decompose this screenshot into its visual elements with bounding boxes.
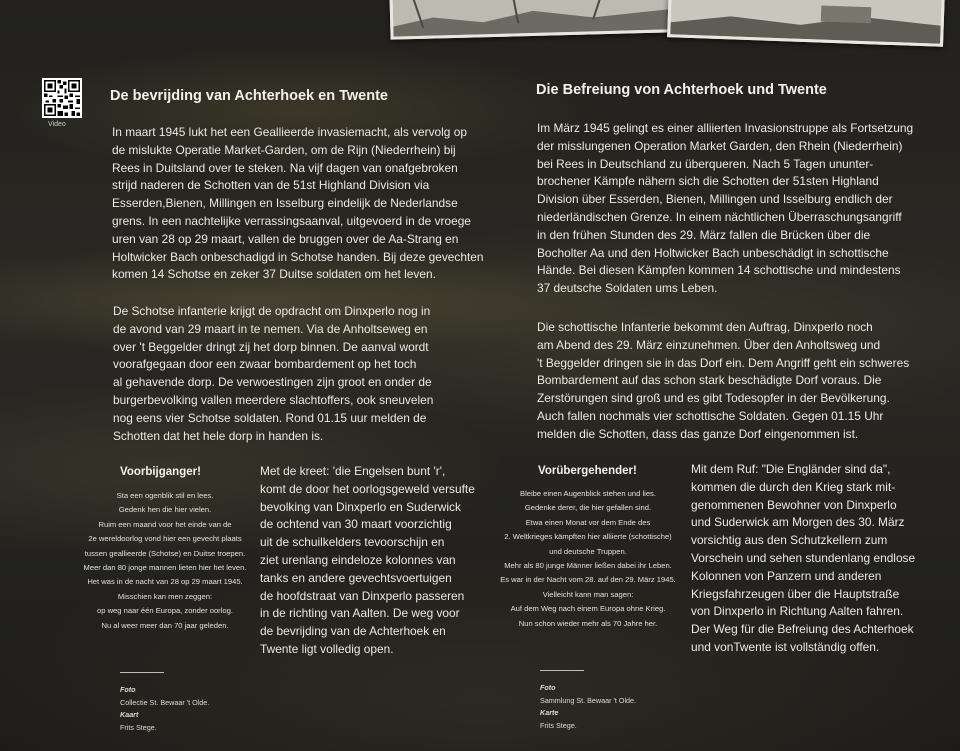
historic-photo-left (389, 0, 671, 40)
paragraph-german-1 (537, 120, 913, 298)
poem-line: Bleibe einen Augenblick stehen und lies. (520, 489, 656, 498)
poem-line: Gedenk hen die hier vielen. (118, 505, 212, 515)
poem-line: Misschien kan men zeggen: (117, 591, 213, 601)
text-line: bei Rees in Deutschland zu überqueren. Nach 5 Tagen ununter- (537, 156, 874, 171)
poem-german (488, 487, 688, 631)
text-line: Der Weg für die Befreiung des Achterhoek (691, 622, 914, 637)
poem-line: Es war in der Nacht vom 28. auf den 29. März 1945. (500, 575, 676, 585)
text-line: 't Beggelder dringen sie in das Dorf ein. Dem Angriff geht ein schweres (537, 355, 910, 370)
text-line: De Schotse infanterie krijgt de opdracht om Dinxperlo nog in (113, 304, 431, 318)
poem-line: und deutsche Truppen. (549, 546, 627, 556)
text-line: ziet urenlang eindeloze kolonnes van (260, 552, 456, 567)
text-line: Bocholter Aa und den Holtwicker Bach unbeschädigt in schottische (537, 245, 889, 260)
text-line: de ochtend van 30 maart voorzichtig (260, 517, 452, 532)
poem-line: 2. Weltkrieges kämpften hier alliierte (schottische) (504, 532, 672, 542)
text-line: genommenen Bewohner von Dinxperlo (691, 497, 897, 512)
credit-value: Collectie St. Bewaar 't Olde. (120, 697, 210, 707)
poem-line: 2e wereldoorlog vond hier een gevecht plaats (88, 534, 242, 544)
text-line: in den frühen Stunden des 29. März fallen die Brücken über die (537, 227, 871, 242)
qr-code-icon[interactable] (42, 78, 82, 118)
text-line: Auch fallen nochmals vier schottische Soldaten. Gegen 01.15 Uhr (537, 408, 884, 423)
poem-line: Sta een ogenblik stil en lees. (116, 491, 214, 500)
historic-photo-right (667, 0, 945, 47)
credit-label: Karte (540, 708, 559, 718)
credits-dutch (120, 684, 209, 734)
title-german: Die Befreiung von Achterhoek und Twente (536, 82, 827, 98)
text-line: uit de schuilkelders tevoorschijn en (260, 535, 445, 550)
text-line: al gehavende dorp. De verwoestingen zijn groot en onder de (113, 375, 432, 390)
text-line: melden die Schotten, dass das ganze Dorf eingenommen ist. (537, 426, 859, 441)
text-line: 37 deutsche Soldaten ums Leben. (537, 281, 718, 296)
poem-dutch (70, 489, 260, 633)
title-dutch: De bevrijding van Achterhoek en Twente (110, 88, 388, 104)
text-line: und Suderwick am Morgen des 30. März (691, 515, 905, 530)
credit-value: Frits Stege. (120, 722, 157, 732)
text-line: over 't Beggelder dringt zij het dorp binnen. De aanval wordt (113, 339, 429, 354)
poem-line: Vielleicht kann man sagen: (542, 589, 634, 599)
text-line: de bevrijding van de Achterhoek en (260, 624, 446, 639)
text-line: brochener Kämpfe nähern sich die Schotten der 51sten Highland (537, 174, 879, 189)
text-line: komt de door het oorlogsgeweld versufte (260, 481, 475, 496)
credit-value: Frits Stege. (540, 720, 577, 730)
credits-german (540, 682, 636, 732)
poem-line: Auf dem Weg nach einem Europa ohne Krieg. (510, 604, 666, 614)
text-line: in de richting van Aalten. De weg voor (260, 606, 460, 621)
qr-label: Video (48, 121, 66, 128)
text-line: Schotten dat het hele dorp in handen is. (113, 428, 324, 443)
poem-line: Mehr als 80 junge Männer ließen dabei ihr Leben. (504, 561, 672, 571)
paragraph-german-2 (537, 319, 909, 444)
text-line: niederländischen Grenze. In einem nächtlichen Überraschungsangriff (537, 209, 902, 224)
text-line: de mislukte Operatie Market-Garden, om de Rijn (Niederrhein) bij (112, 142, 456, 157)
text-line: strijd naderen de Schotten van de 51st Highland Division via (112, 178, 430, 193)
text-line: von Dinxperlo in Richtung Aalten fahren. (691, 604, 904, 619)
text-line: Esserden,Bienen, Millingen en Isselburg eindelijk de Nederlandse (112, 196, 458, 211)
text-line: tanks en andere gevechtsvoertuigen (260, 570, 452, 585)
credit-label: Foto (120, 685, 136, 694)
credits-divider-dutch (120, 672, 164, 673)
text-line: In maart 1945 lukt het een Geallieerde invasiemacht, als vervolg op (112, 125, 467, 139)
poem-line: Het was in de nacht van 28 op 29 maart 1945. (87, 577, 243, 587)
text-line: Kolonnen von Panzern und anderen (691, 568, 882, 583)
paragraph-dutch-1 (112, 124, 484, 284)
text-line: voorafgegaan door een zwaar bombardement op het toch (113, 357, 417, 372)
poem-line: Nu al weer meer dan 70 jaar geleden. (101, 620, 229, 630)
text-line: Zerstörungen sind groß und es gibt Todesopfer in der Bevölkerung. (537, 391, 890, 406)
text-line: kommen die durch den Krieg stark mit- (691, 479, 896, 494)
poem-line: op weg naar één Europa, zonder oorlog. (97, 606, 233, 616)
text-line: bevolking van Dinxperlo en Suderwick (260, 499, 461, 514)
text-line: de hoofdstraat van Dinxperlo passeren (260, 588, 465, 603)
text-line: Bombardement auf das schon stark beschädigte Dorf voraus. Die (537, 373, 882, 388)
text-line: und vonTwente ist vollständig offen. (691, 639, 880, 654)
text-line: Met de kreet: 'die Engelsen bunt 'r', (260, 464, 446, 478)
text-line: Division über Esserden, Bienen, Millingen und Isselburg endlich der (537, 192, 893, 207)
text-line: Kriegsfahrzeugen über die Hauptstraße (691, 586, 900, 601)
text-line: Im März 1945 gelingt es einer alliierten Invasionstruppe als Fortsetzung (537, 121, 914, 135)
text-line: Vorschein und sehen stundenlang endlose (691, 550, 916, 565)
credits-divider-german (540, 670, 584, 671)
text-line: grens. In een nachtelijke verrassingsaanval, uitgevoerd in de vroege (112, 213, 471, 228)
credit-label: Kaart (120, 710, 139, 720)
text-line: nog eens vier Schotse soldaten. Rond 01.15 uur melden de (113, 410, 427, 425)
text-line: Twente ligt volledig open. (260, 641, 394, 656)
poem-line: Nun schon wieder mehr als 70 Jahre her. (518, 618, 658, 628)
text-line: Die schottische Infanterie bekommt den Auftrag, Dinxperlo noch (537, 320, 873, 334)
poem-line: Meer dan 80 jonge mannen lieten hier het leven. (83, 563, 247, 573)
text-line: Holtwicker Bach onbeschadigd in Schotse handen. Bij deze gevechten (112, 249, 484, 264)
text-line: der misslungenen Operation Market Garden, den Rhein (Niederrhein) (537, 138, 903, 153)
poem-title-german: Vorübergehender! (538, 465, 637, 477)
paragraph-german-3 (691, 461, 915, 657)
text-line: Mit dem Ruf: "Die Engländer sind da", (691, 462, 891, 476)
credit-value: Sammlung St. Bewaar 't Olde. (540, 695, 637, 705)
text-line: am Abend des 29. März einzunehmen. Über den Anholtsweg und (537, 337, 881, 352)
paragraph-dutch-3 (260, 463, 475, 659)
paragraph-dutch-2 (113, 303, 433, 445)
poem-line: tussen geallieerde (Schotse) en Duitse troepen. (84, 548, 246, 558)
text-line: de avond van 29 maart in te nemen. Via de Anholtseweg en (113, 321, 428, 336)
text-line: komen 14 Schotse en zeker 37 Duitse soldaten om het leven. (112, 267, 436, 282)
text-line: burgerbevolking vallen meerdere slachtoffers, ook sneuvelen (113, 392, 434, 407)
poem-line: Gedenke derer, die hier gefallen sind. (524, 503, 652, 513)
text-line: Hände. Bei diesen Kämpfen kommen 14 schottische und mindestens (537, 263, 901, 278)
credit-label: Foto (540, 683, 556, 692)
text-line: uren van 28 op 29 maart, vallen de bruggen over de Aa-Strang en (112, 231, 459, 246)
poem-line: Etwa einen Monat vor dem Ende des (525, 517, 651, 527)
text-line: Rees in Duitsland over te steken. Na vijf dagen van onafgebroken (112, 160, 458, 175)
poem-title-dutch: Voorbijganger! (120, 466, 201, 478)
text-line: vorsichtig aus den Schutzkellern zum (691, 533, 888, 548)
poem-line: Ruim een maand voor het einde van de (98, 519, 232, 529)
